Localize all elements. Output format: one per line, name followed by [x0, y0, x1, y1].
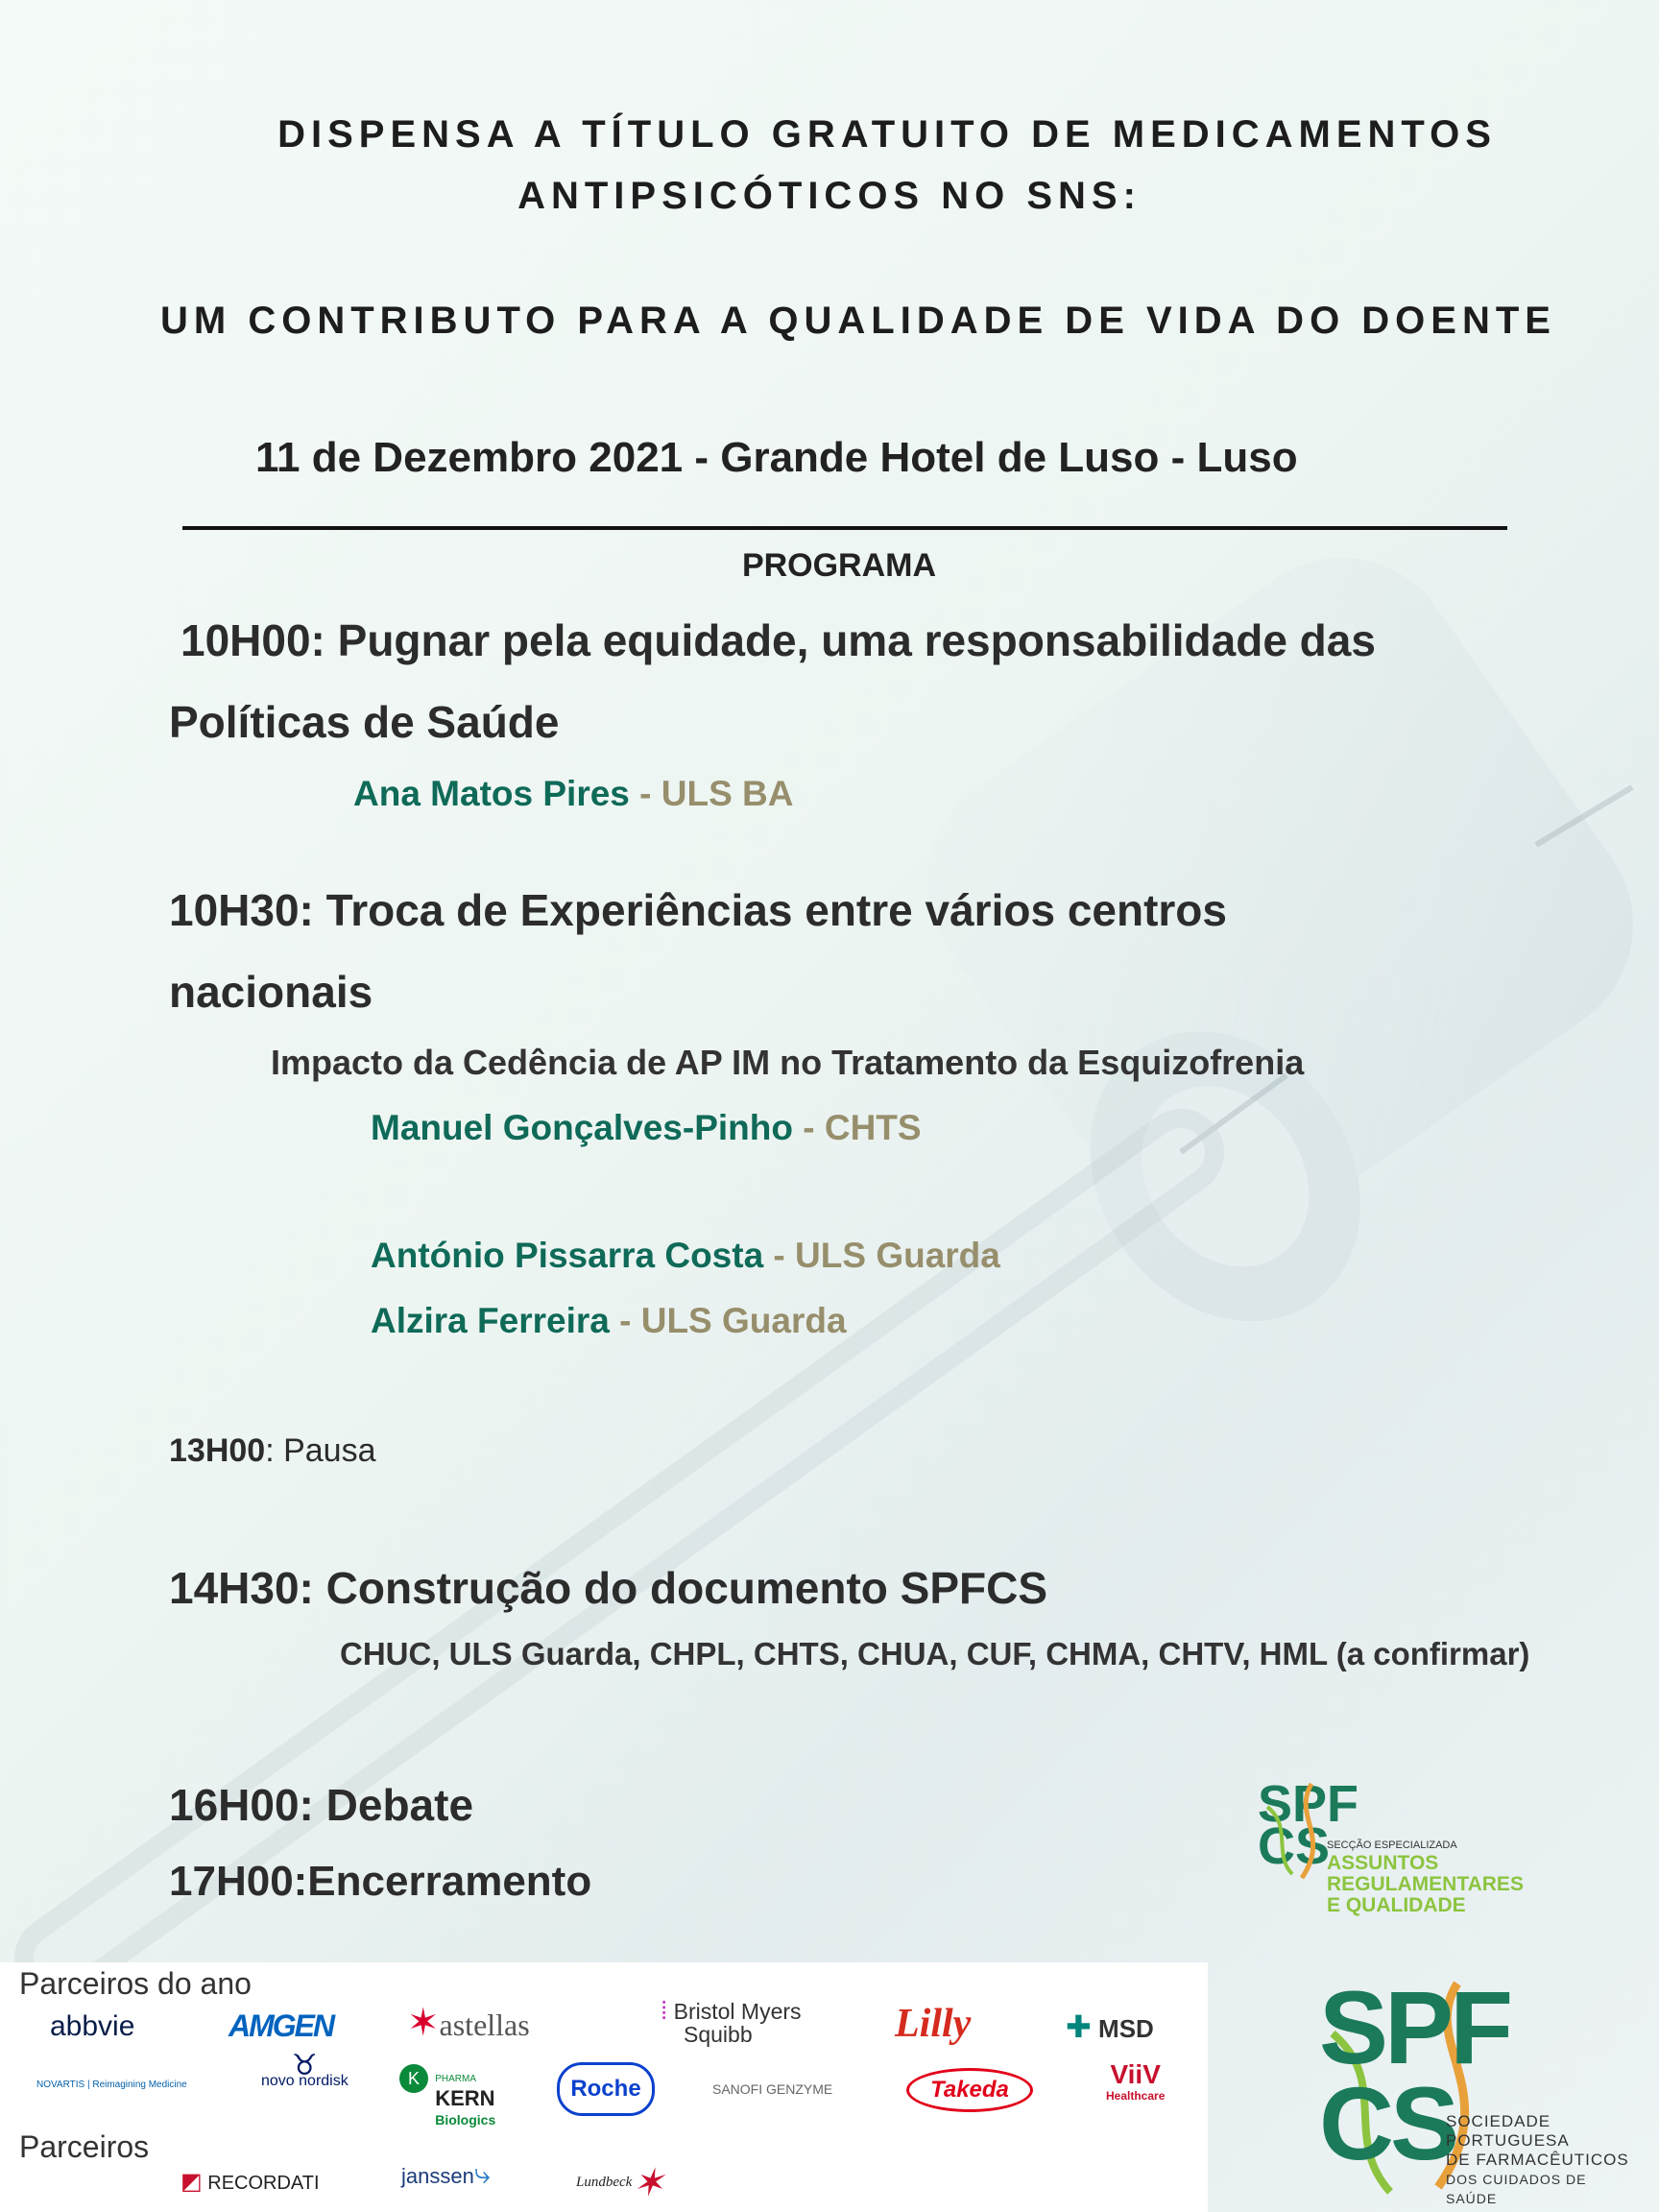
slot1-title-line1: 10H00: Pugnar pela equidade, uma responsabilidade das: [180, 615, 1376, 665]
slot2-topic: Impacto da Cedência de AP IM no Tratamento da Esquizofrenia: [271, 1043, 1305, 1082]
lundbeck-star-icon: ✶: [632, 2161, 664, 2204]
slot3-line: [169, 1432, 376, 1470]
section-logo-line3: E QUALIDADE: [1327, 1894, 1466, 1916]
speaker-name: Ana Matos Pires: [353, 774, 640, 813]
slot4-title: 14H30: Construção do documento SPFCS: [169, 1563, 1048, 1613]
speaker-institution: - CHTS: [792, 1108, 922, 1147]
amgen-logo: AMGEN: [228, 2008, 334, 2043]
speaker-name: António Pissarra Costa: [371, 1236, 764, 1275]
subtitle: UM CONTRIBUTO PARA A QUALIDADE DE VIDA DO DOENTE: [160, 300, 1556, 342]
slot1-title-line2: Políticas de Saúde: [169, 697, 560, 747]
slot3-label: : Pausa: [265, 1432, 376, 1469]
title-line-1: DISPENSA A TÍTULO GRATUITO DE MEDICAMENTOS: [277, 113, 1497, 156]
date-location: 11 de Dezembro 2021 - Grande Hotel de Luso - Luso: [255, 434, 1298, 481]
slot2-speaker1-line: [371, 1108, 922, 1148]
spfcs-main-logo: [1313, 1969, 1640, 2206]
spfcs-acronym-bottom: CS: [1319, 2065, 1456, 2181]
slot2-speaker3-line: [371, 1301, 847, 1341]
abbvie-logo: abbvie: [50, 2010, 135, 2042]
lundbeck-logo: Lundbeck✶: [576, 2161, 664, 2204]
section-logo-line2: REGULAMENTARES: [1327, 1873, 1524, 1895]
section-logo-line1: ASSUNTOS: [1327, 1852, 1439, 1874]
slot2-title-line1: 10H30: Troca de Experiências entre vários centros: [169, 885, 1227, 935]
speaker-name: Manuel Gonçalves-Pinho: [371, 1108, 793, 1147]
janssen-logo: janssen⤷: [401, 2158, 491, 2190]
partners-year-label: Parceiros do ano: [19, 1966, 252, 2001]
recordati-logo: ◩ RECORDATI: [180, 2169, 320, 2195]
novartis-logo: NOVARTIS | Reimagining Medicine: [36, 2080, 187, 2090]
kern-logo: K PHARMA KERN Biologics: [399, 2064, 495, 2128]
roche-logo: Roche: [557, 2062, 655, 2116]
kern-icon: K: [399, 2064, 428, 2093]
viiv-logo: ViiV Healthcare: [1106, 2059, 1166, 2103]
speaker-name: Alzira Ferreira: [371, 1301, 610, 1340]
takeda-logo: Takeda: [906, 2068, 1033, 2112]
slot5-title: 16H00: Debate: [169, 1780, 474, 1830]
bms-logo: ⁞ Bristol Myers Squibb: [661, 1996, 802, 2047]
astellas-star-icon: ✶: [407, 2002, 440, 2044]
spfcs-name: SOCIEDADE PORTUGUESA DE FARMACÊUTICOS DOS CUIDADOS DE SAÚDE: [1446, 2112, 1629, 2206]
section-logo-acronym-bottom: CS: [1258, 1817, 1331, 1875]
partners-label: Parceiros: [19, 2129, 150, 2164]
bms-dots-icon: ⁞: [661, 1996, 668, 2025]
slot3-time: 13H00: [169, 1432, 266, 1469]
section-logo-small: SECÇÃO ESPECIALIZADA: [1327, 1839, 1457, 1851]
program-heading: PROGRAMA: [741, 547, 937, 584]
section-logo-acronym-top: SPF: [1258, 1775, 1359, 1833]
lilly-logo: Lilly: [895, 2002, 972, 2046]
msd-icon: ✚: [1066, 2009, 1092, 2044]
slot1-speaker-line: [353, 774, 793, 814]
astellas-logo: ✶astellas: [407, 2002, 530, 2044]
apis-bull-icon: ♉: [291, 2050, 318, 2081]
msd-logo: ✚ MSD: [1066, 2009, 1154, 2044]
slot6-title: 17H00:Encerramento: [169, 1858, 592, 1905]
slot2-speaker2-line: [371, 1236, 1000, 1276]
speaker-institution: - ULS Guarda: [609, 1301, 847, 1340]
partners-panel: [0, 1962, 1208, 2212]
divider: [182, 526, 1507, 530]
recordati-icon: ◩: [180, 2169, 203, 2195]
spfcs-acronym-top: SPF: [1319, 1969, 1510, 2085]
sanofi-genzyme-logo: SANOFI GENZYME: [712, 2081, 833, 2097]
section-logo: [1254, 1775, 1542, 1922]
slot2-title-line2: nacionais: [169, 967, 373, 1017]
janssen-swoosh-icon: ⤷: [473, 2158, 491, 2190]
title-line-2: ANTIPSICÓTICOS NO SNS:: [517, 175, 1142, 217]
speaker-institution: - ULS Guarda: [763, 1236, 1000, 1275]
slot4-participants: CHUC, ULS Guarda, CHPL, CHTS, CHUA, CUF, CHMA, CHTV, HML (a confirmar): [340, 1636, 1530, 1671]
speaker-institution: - ULS BA: [639, 774, 794, 813]
novo-nordisk-logo: ♉ novo nordisk: [261, 2050, 349, 2089]
